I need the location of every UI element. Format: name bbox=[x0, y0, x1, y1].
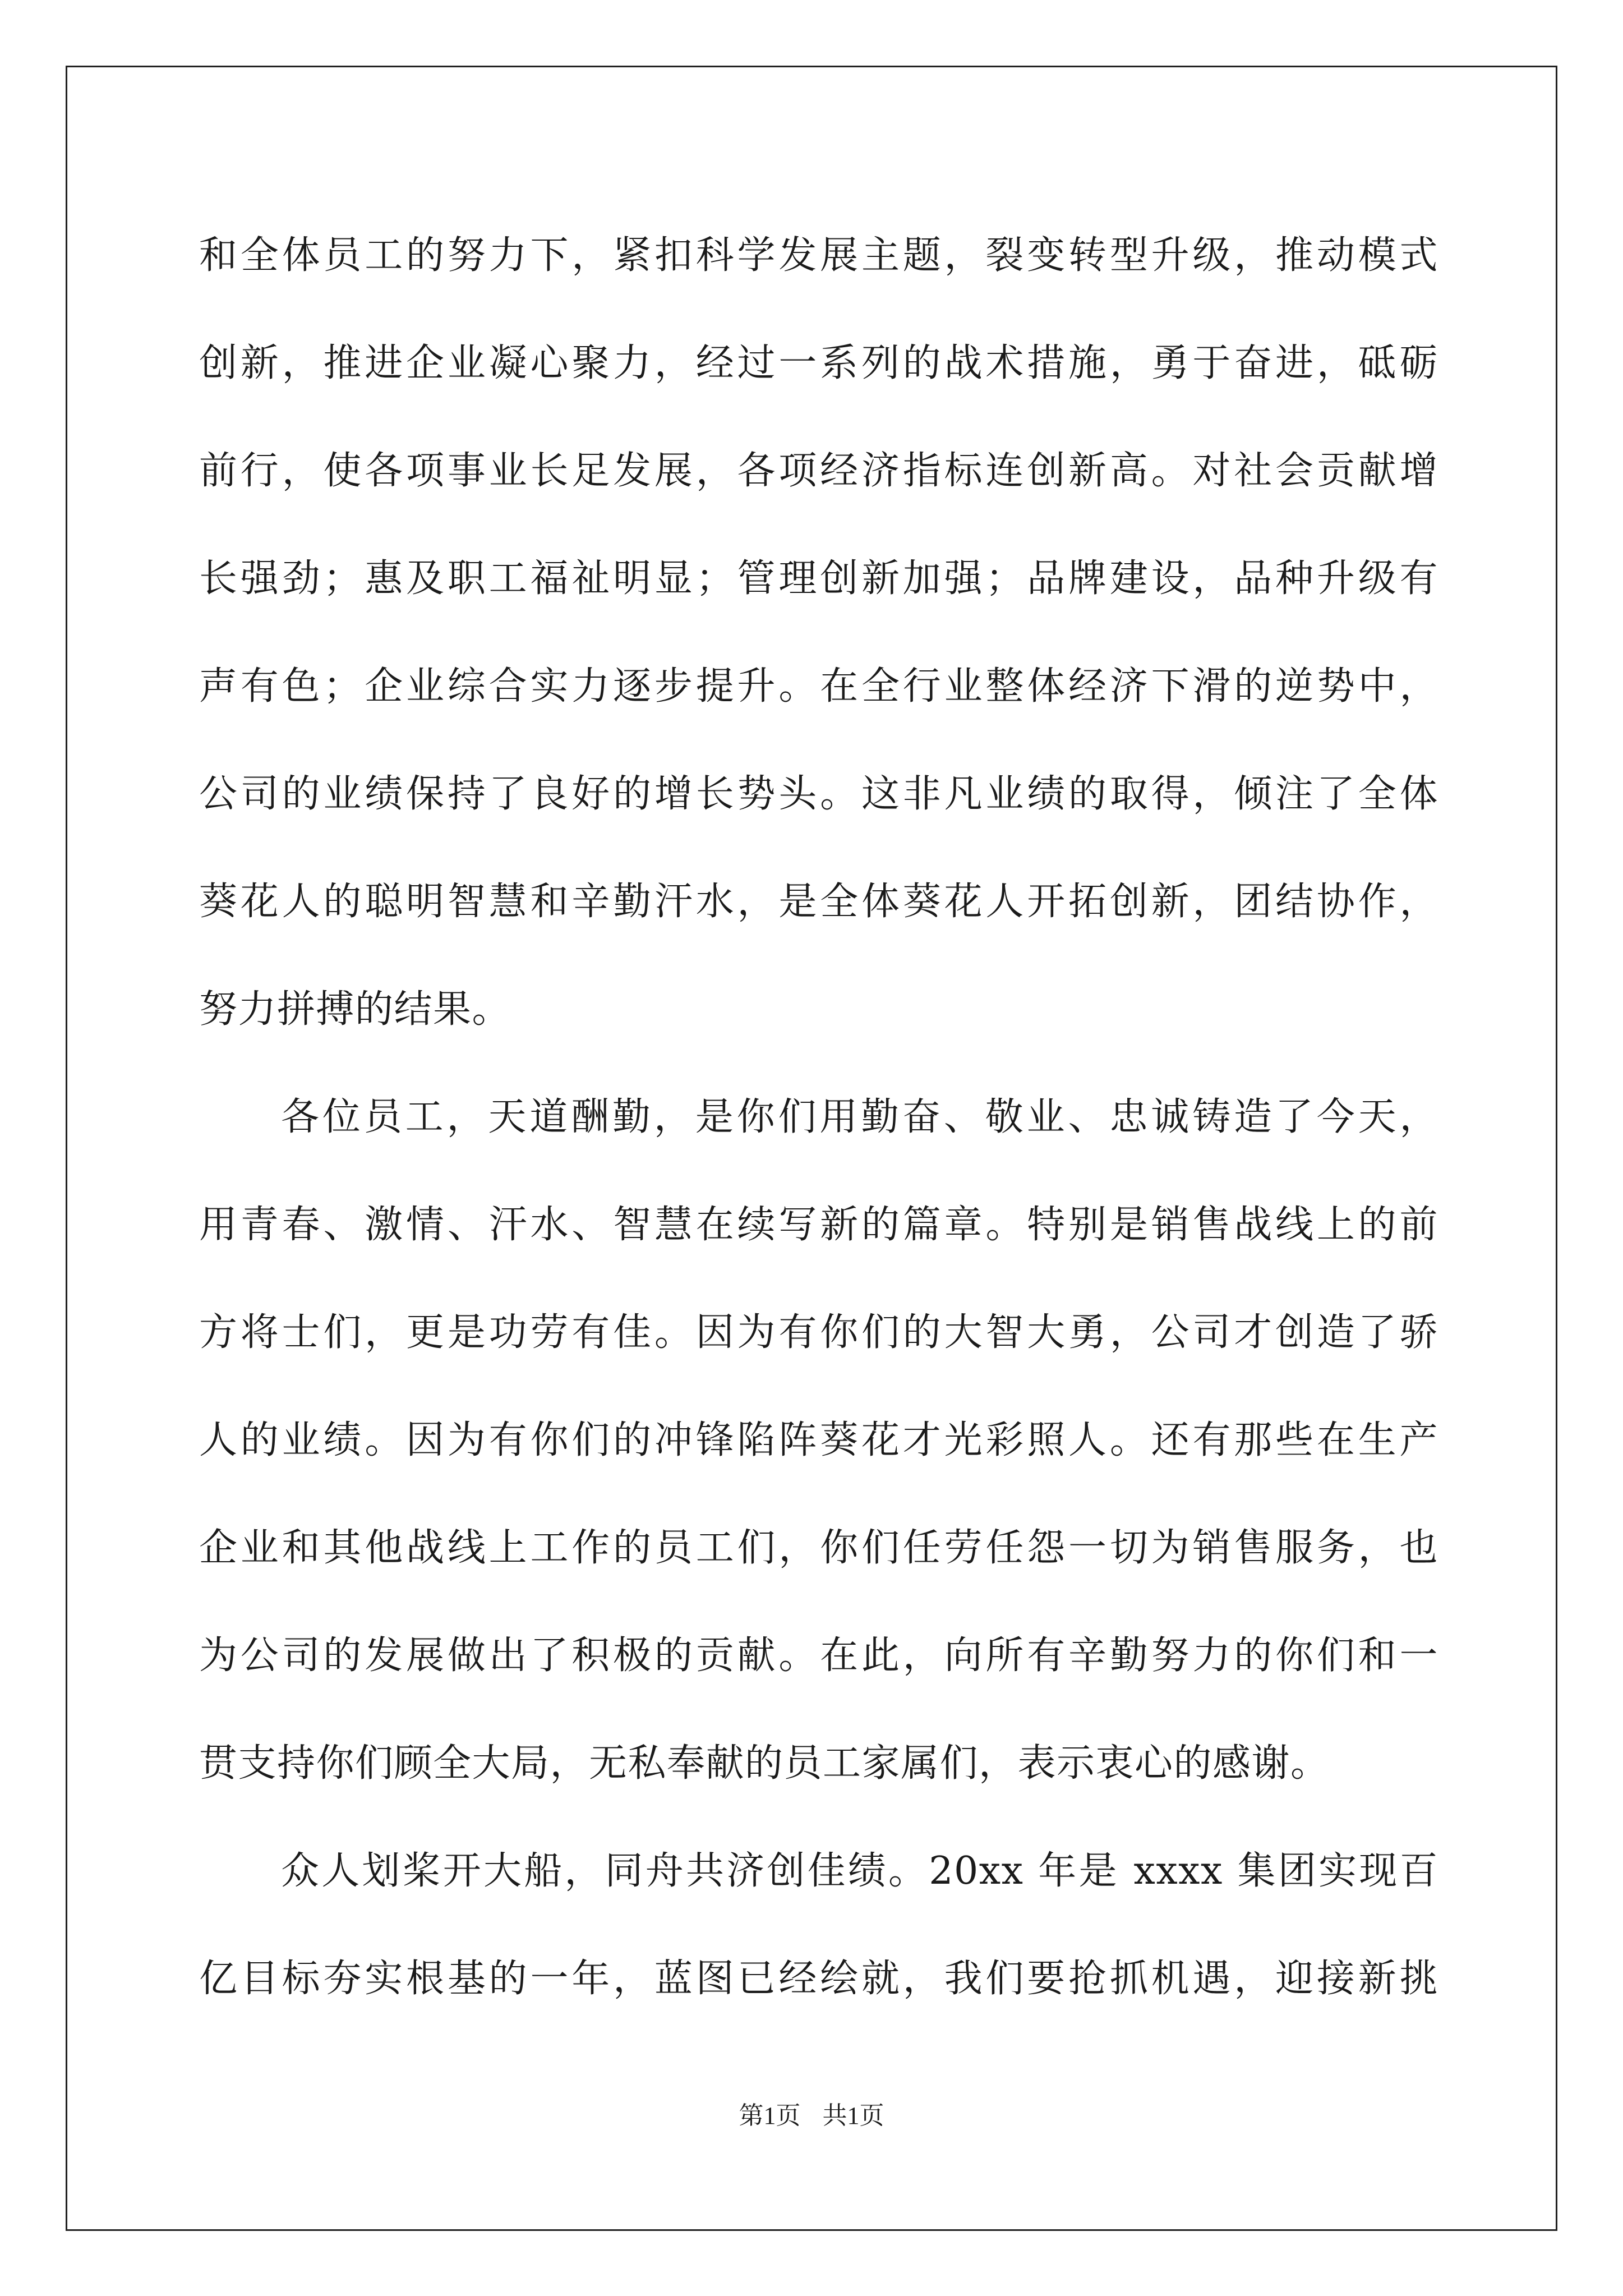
text-line: 前行，使各项事业长足发展，各项经济指标连创新高。对社会贡献增 bbox=[199, 449, 1438, 493]
text-line: 用青春、激情、汗水、智慧在续写新的篇章。特别是销售战线上的前 bbox=[199, 1203, 1438, 1247]
text-line: 众人划桨开大船，同舟共济创佳绩。20xx 年是 xxxx 集团实现百 bbox=[281, 1849, 1438, 1893]
text-line: 创新，推进企业凝心聚力，经过一系列的战术措施，勇于奋进，砥砺 bbox=[199, 341, 1438, 385]
text-line: 长强劲；惠及职工福祉明显；管理创新加强；品牌建设，品种升级有 bbox=[199, 556, 1438, 601]
text-line: 葵花人的聪明智慧和辛勤汗水，是全体葵花人开拓创新，团结协作， bbox=[199, 880, 1438, 924]
page-number-total: 共1页 bbox=[822, 2102, 884, 2129]
page-footer bbox=[0, 2099, 1623, 2133]
text-line: 人的业绩。因为有你们的冲锋陷阵葵花才光彩照人。还有那些在生产 bbox=[199, 1418, 1438, 1462]
text-line: 声有色；企业综合实力逐步提升。在全行业整体经济下滑的逆势中， bbox=[199, 664, 1438, 708]
text-line: 和全体员工的努力下，紧扣科学发展主题，裂变转型升级，推动模式 bbox=[199, 233, 1438, 278]
page-number-current: 第1页 bbox=[739, 2102, 801, 2129]
text-line: 各位员工，天道酬勤，是你们用勤奋、敬业、忠诚铸造了今天， bbox=[281, 1095, 1438, 1139]
text-line: 企业和其他战线上工作的员工们，你们任劳任怨一切为销售服务，也 bbox=[199, 1526, 1438, 1570]
text-line: 方将士们，更是功劳有佳。因为有你们的大智大勇，公司才创造了骄 bbox=[199, 1310, 1438, 1355]
text-line: 亿目标夯实根基的一年，蓝图已经绘就，我们要抢抓机遇，迎接新挑 bbox=[199, 1957, 1438, 2001]
text-line: 贯支持你们顾全大局，无私奉献的员工家属们，表示衷心的感谢。 bbox=[199, 1741, 1330, 1786]
text-line: 为公司的发展做出了积极的贡献。在此，向所有辛勤努力的你们和一 bbox=[199, 1634, 1438, 1678]
document-body bbox=[199, 202, 1438, 2033]
text-line: 努力拼搏的结果。 bbox=[199, 987, 511, 1032]
text-line: 公司的业绩保持了良好的增长势头。这非凡业绩的取得，倾注了全体 bbox=[199, 772, 1438, 816]
